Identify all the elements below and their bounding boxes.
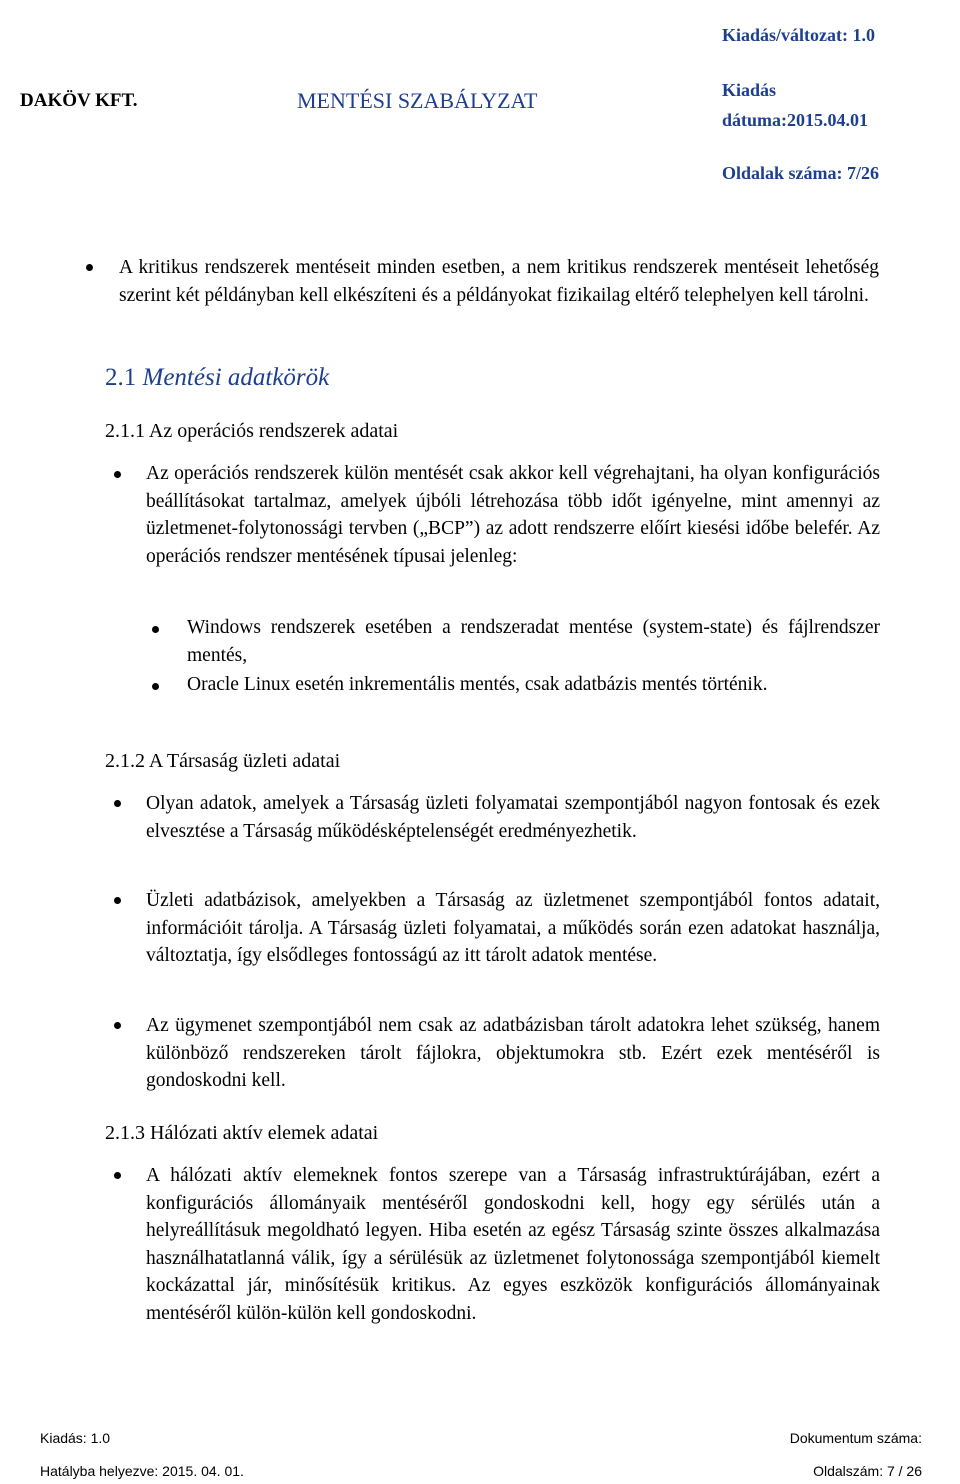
subsection-number: 2.1.1 <box>105 420 145 442</box>
page-count: Oldalak száma: 7/26 <box>722 163 880 183</box>
subsection-title: Az operációs rendszerek adatai <box>148 420 399 442</box>
section-title: Mentési adatkörök <box>142 364 330 391</box>
bullet-icon <box>152 683 159 690</box>
issue-date: dátuma:2015.04.01 <box>722 110 869 130</box>
company-name: DAKÖV KFT. <box>20 90 138 111</box>
version-label: Kiadás/változat: 1.0 <box>722 25 875 45</box>
bullet-icon <box>152 626 159 633</box>
subsection-number: 2.1.3 <box>105 1122 145 1144</box>
bullet-icon <box>114 800 121 807</box>
page-header <box>0 0 960 230</box>
bullet-icon <box>114 1022 121 1029</box>
footer-issue: Kiadás: 1.0 <box>40 1430 111 1446</box>
os-sub-bullet-1: Windows rendszerek esetében a rendszeradat mentése (system-state) és fájlrendszer mentés, <box>187 617 880 666</box>
issue-label: Kiadás <box>722 80 777 100</box>
business-bullet-1: Olyan adatok, amelyek a Társaság üzleti folyamatai szempontjából nagyon fontosak és ezek elvesztése a Társaság működésképtelenségét eredményezhetik. <box>146 793 880 842</box>
business-bullet-2: Üzleti adatbázisok, amelyekben a Társaság az üzletmenet szempontjából fontos adatait, információit tárolja. A Társaság üzleti folyamatai, a működés során ezen adatokat használja, változtatja, így elsődleges fontosságú az itt tárolt adatok mentése. <box>146 890 880 966</box>
bullet-icon <box>86 264 93 271</box>
page-footer <box>0 1430 960 1484</box>
subsection-heading-1 <box>105 420 398 443</box>
network-paragraph: A hálózati aktív elemeknek fontos szerepe van a Társaság infrastruktúrájában, ezért a konfigurációs állományaik mentéséről gondoskodni kell, hogy egy sérülés után a helyreállításuk megoldható legyen. Hiba esetén az egész Társaság szinte összes alkalmazása használhatatlanná válik, így a sérülésük az üzletmenet folytonossága szempontjából kiemelt kockázattal jár, minősítésük kritikus. Az egyes eszközök konfigurációs állományainak mentéséről külön-külön kell gondoskodni. <box>146 1165 880 1324</box>
business-bullet-3: Az ügymenet szempontjából nem csak az adatbázisban tárolt adatokra lehet szükség, hanem különböző rendszereken tárolt fájlokra, objektumokra stb. Ezért ezek mentéséről is gondoskodni kell. <box>146 1015 880 1091</box>
bullet-icon <box>114 1172 121 1179</box>
os-paragraph: Az operációs rendszerek külön mentését csak akkor kell végrehajtani, ha olyan konfigurációs beállításokat tartalmaz, amelyek újbóli létrehozása több időt igényelne, mint amennyi az üzletmenet-folytonossági tervben („BCP”) az adott rendszerre előírt kiesési időbe belefér. Az operációs rendszer mentésének típusai jelenleg: <box>146 463 880 567</box>
document-title: MENTÉSI SZABÁLYZAT <box>297 88 538 113</box>
footer-page-number: Oldalszám: 7 / 26 <box>813 1463 922 1479</box>
intro-paragraph: A kritikus rendszerek mentéseit minden esetben, a nem kritikus rendszerek mentéseit lehetőség szerint két példányban kell elkészíteni és a példányokat fizikailag eltérő telephelyen kell tárolni. <box>119 257 879 306</box>
footer-doc-number: Dokumentum száma: <box>789 1430 922 1446</box>
subsection-title: Hálózati aktív elemek adatai <box>150 1122 379 1144</box>
subsection-heading-3 <box>105 1122 378 1145</box>
subsection-title: A Társaság üzleti adatai <box>148 750 341 772</box>
bullet-icon <box>114 897 121 904</box>
footer-effective-date: Hatályba helyezve: 2015. 04. 01. <box>40 1463 244 1479</box>
subsection-heading-2 <box>105 750 340 773</box>
section-number: 2.1 <box>105 364 137 391</box>
subsection-number: 2.1.2 <box>105 750 145 772</box>
section-heading <box>105 364 329 392</box>
bullet-icon <box>114 471 121 478</box>
os-sub-bullet-2: Oracle Linux esetén inkrementális mentés, csak adatbázis mentés történik. <box>187 674 768 695</box>
